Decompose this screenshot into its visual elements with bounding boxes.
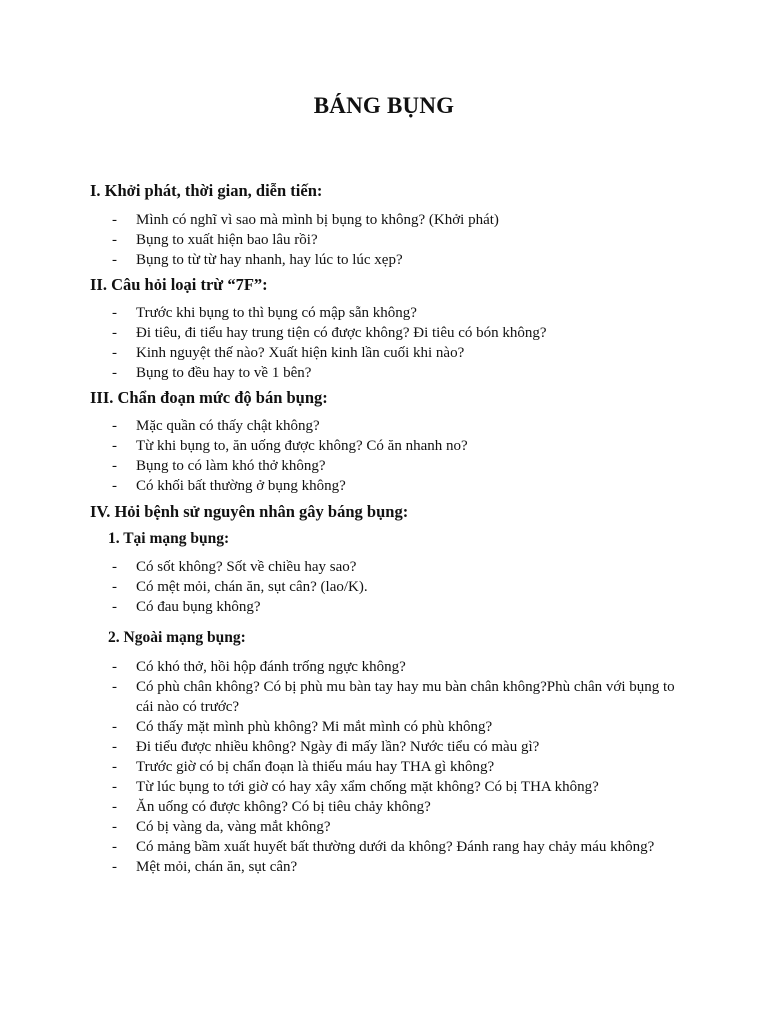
list-item — [90, 323, 690, 343]
question-list — [90, 416, 690, 496]
bullet-dash: - — [112, 579, 117, 595]
subsection-heading: 1. Tại mạng bụng: — [108, 530, 230, 547]
question-text: Bụng to có làm khó thở không? — [136, 458, 326, 474]
question-text: Có sốt không? Sốt về chiều hay sao? — [136, 559, 357, 575]
question-text: Có đau bụng không? — [136, 599, 261, 615]
list-item — [90, 210, 690, 230]
question-text: Có khối bất thường ở bụng không? — [136, 478, 346, 494]
section-heading: IV. Hỏi bệnh sử nguyên nhân gây báng bụng: — [90, 502, 409, 521]
bullet-dash: - — [112, 305, 117, 321]
section-severity — [90, 387, 690, 496]
question-text: Có khó thở, hồi hộp đánh trống ngực không? — [136, 659, 406, 675]
list-item — [90, 303, 690, 323]
bullet-dash: - — [112, 418, 117, 434]
list-item — [90, 363, 690, 383]
list-item — [90, 476, 690, 496]
bullet-dash: - — [112, 325, 117, 341]
bullet-dash: - — [112, 599, 117, 615]
bullet-dash: - — [112, 759, 117, 775]
bullet-dash: - — [112, 779, 117, 795]
bullet-dash: - — [112, 859, 117, 875]
question-text: Từ khi bụng to, ăn uống được không? Có ăn nhanh no? — [136, 438, 468, 454]
list-item — [90, 777, 690, 797]
section-heading: II. Câu hỏi loại trừ “7F”: — [90, 275, 268, 294]
document-title: BÁNG BỤNG — [313, 93, 455, 118]
section-heading: III. Chẩn đoạn mức độ bán bụng: — [90, 388, 328, 407]
bullet-dash: - — [112, 679, 117, 695]
bullet-dash: - — [112, 839, 117, 855]
bullet-dash: - — [112, 458, 117, 474]
list-item — [90, 677, 690, 717]
question-text: Mệt mỏi, chán ăn, sụt cân? — [136, 859, 298, 875]
bullet-dash: - — [112, 438, 117, 454]
bullet-dash: - — [112, 365, 117, 381]
bullet-dash: - — [112, 819, 117, 835]
subsection-heading: 2. Ngoài mạng bụng: — [108, 629, 246, 646]
bullet-dash: - — [112, 719, 117, 735]
question-text: Bụng to từ từ hay nhanh, hay lúc to lúc xẹp? — [136, 252, 403, 268]
list-item — [90, 577, 690, 597]
question-list — [90, 210, 690, 270]
section-onset — [90, 180, 690, 270]
question-list — [90, 657, 690, 877]
list-item — [90, 857, 690, 877]
list-item — [90, 737, 690, 757]
list-item — [90, 817, 690, 837]
subsection-extra-peritoneal — [90, 628, 690, 877]
question-text: Kinh nguyệt thế nào? Xuất hiện kinh lần cuối khi nào? — [136, 345, 465, 361]
question-text: Bụng to đều hay to về 1 bên? — [136, 365, 312, 381]
bullet-dash: - — [112, 478, 117, 494]
subsection-peritoneal — [90, 529, 690, 617]
list-item — [90, 597, 690, 617]
bullet-dash: - — [112, 559, 117, 575]
question-text: Mặc quần có thấy chật không? — [136, 418, 320, 434]
bullet-dash: - — [112, 739, 117, 755]
list-item — [90, 456, 690, 476]
question-text: Đi tiểu được nhiều không? Ngày đi mấy lần? Nước tiểu có màu gì? — [136, 739, 540, 755]
question-text: Mình có nghĩ vì sao mà mình bị bụng to không? (Khởi phát) — [136, 212, 499, 228]
question-list — [90, 557, 690, 617]
document-body — [90, 180, 690, 877]
section-cause-history — [90, 501, 690, 877]
bullet-dash: - — [112, 659, 117, 675]
list-item — [90, 557, 690, 577]
question-text: Trước khi bụng to thì bụng có mập sẵn không? — [136, 305, 417, 321]
list-item — [90, 657, 690, 677]
bullet-dash: - — [112, 345, 117, 361]
list-item — [90, 717, 690, 737]
question-text: Bụng to xuất hiện bao lâu rồi? — [136, 232, 318, 248]
list-item — [90, 757, 690, 777]
list-item — [90, 436, 690, 456]
section-exclusion-7f — [90, 274, 690, 383]
question-text: Có thấy mặt mình phù không? Mi mắt mình có phù không? — [136, 719, 493, 735]
question-text: Có mệt mỏi, chán ăn, sụt cân? (lao/K). — [136, 579, 368, 595]
section-heading: I. Khởi phát, thời gian, diễn tiến: — [90, 181, 323, 200]
question-list — [90, 303, 690, 383]
list-item — [90, 837, 690, 857]
question-text: Đi tiêu, đi tiểu hay trung tiện có được không? Đi tiêu có bón không? — [136, 325, 547, 341]
question-text: Có mảng bầm xuất huyết bất thường dưới da không? Đánh rang hay chảy máu không? — [136, 839, 655, 855]
bullet-dash: - — [112, 232, 117, 248]
question-text: Trước giờ có bị chẩn đoạn là thiếu máu hay THA gì không? — [136, 759, 495, 775]
question-text: Có bị vàng da, vàng mắt không? — [136, 819, 331, 835]
list-item — [90, 343, 690, 363]
question-text: Ăn uống có được không? Có bị tiêu chảy không? — [136, 799, 431, 815]
bullet-dash: - — [112, 212, 117, 228]
question-text: Từ lúc bụng to tới giờ có hay xây xẩm chống mặt không? Có bị THA không? — [136, 779, 599, 795]
question-text: Có phù chân không? Có bị phù mu bàn tay hay mu bàn chân không?Phù chân với bụng to cái nào có trước? — [136, 679, 675, 715]
list-item — [90, 797, 690, 817]
bullet-dash: - — [112, 252, 117, 268]
list-item — [90, 250, 690, 270]
bullet-dash: - — [112, 799, 117, 815]
list-item — [90, 230, 690, 250]
list-item — [90, 416, 690, 436]
